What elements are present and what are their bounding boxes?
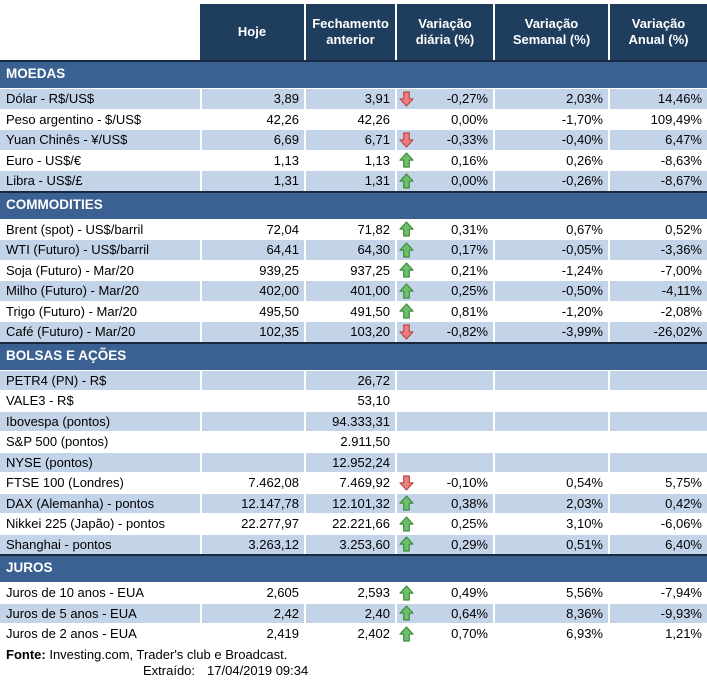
cell-fechamento-anterior: 1,13 (304, 151, 395, 171)
table-row (0, 88, 707, 109)
cell-fechamento-anterior: 2,593 (304, 583, 395, 603)
cell-hoje: 3,89 (200, 89, 304, 109)
cell-hoje: 72,04 (200, 220, 304, 240)
cell-variacao-anual: -7,00% (608, 261, 707, 281)
up-arrow-icon (399, 303, 414, 319)
cell-label: Juros de 10 anos - EUA (6, 585, 145, 601)
section-header (0, 554, 707, 582)
up-arrow-icon (399, 605, 414, 621)
table-row (0, 170, 707, 191)
cell-label: DAX (Alemanha) - pontos (6, 495, 155, 511)
cell-variacao-semanal (493, 453, 608, 473)
cell-variacao-semanal: -0,40% (493, 130, 608, 150)
cell-label: VALE3 - R$ (6, 393, 74, 409)
cell-variacao-diaria (395, 261, 493, 281)
column-header-variacao-diaria: Variação diária (%) (395, 4, 493, 60)
cell-fechamento-anterior: 6,71 (304, 130, 395, 150)
cell-variacao-anual: 14,46% (608, 89, 707, 109)
cell-fechamento-anterior: 3,91 (304, 89, 395, 109)
table-row (0, 219, 707, 240)
cell-fechamento-anterior: 94.333,31 (304, 412, 395, 432)
down-arrow-icon (399, 91, 414, 107)
cell-variacao-diaria-value: -0,82% (446, 324, 488, 340)
cell-label: Juros de 2 anos - EUA (6, 626, 137, 642)
column-header-row (0, 4, 707, 60)
cell-variacao-anual: 109,49% (608, 110, 707, 130)
up-arrow-icon (399, 516, 414, 532)
cell-fechamento-anterior: 12.101,32 (304, 494, 395, 514)
cell-fechamento-anterior: 7.469,92 (304, 473, 395, 493)
cell-label: Yuan Chinês - ¥/US$ (6, 132, 128, 148)
cell-fechamento-anterior: 1,31 (304, 171, 395, 191)
table-row (0, 431, 707, 452)
cell-label: S&P 500 (pontos) (6, 434, 109, 450)
cell-hoje: 102,35 (200, 322, 304, 342)
cell-variacao-semanal (493, 371, 608, 391)
cell-variacao-diaria (395, 130, 493, 150)
cell-hoje: 7.462,08 (200, 473, 304, 493)
cell-hoje (200, 391, 304, 411)
cell-label: Ibovespa (pontos) (6, 413, 111, 429)
table-row (0, 513, 707, 534)
cell-hoje: 939,25 (200, 261, 304, 281)
cell-variacao-diaria-value: -0,10% (446, 475, 488, 491)
table-row (0, 129, 707, 150)
table-row (0, 603, 707, 624)
table-row (0, 239, 707, 260)
cell-hoje: 1,13 (200, 151, 304, 171)
source-note (0, 644, 707, 663)
cell-variacao-anual: 0,52% (608, 220, 707, 240)
cell-variacao-semanal: -3,99% (493, 322, 608, 342)
cell-variacao-diaria-value: 0,21% (451, 262, 488, 278)
cell-fechamento-anterior: 401,00 (304, 281, 395, 301)
cell-label: Brent (spot) - US$/barril (6, 221, 144, 237)
cell-variacao-anual (608, 453, 707, 473)
cell-variacao-semanal: -1,24% (493, 261, 608, 281)
up-arrow-icon (399, 221, 414, 237)
cell-label: Milho (Futuro) - Mar/20 (6, 283, 139, 299)
cell-label: Trigo (Futuro) - Mar/20 (6, 303, 137, 319)
cell-variacao-diaria (395, 89, 493, 109)
cell-variacao-anual: -8,63% (608, 151, 707, 171)
cell-variacao-diaria-value: -0,27% (446, 91, 488, 107)
down-arrow-icon (399, 324, 414, 340)
cell-fechamento-anterior: 2,40 (304, 604, 395, 624)
cell-variacao-diaria (395, 514, 493, 534)
cell-hoje (200, 453, 304, 473)
cell-label: Euro - US$/€ (6, 152, 82, 168)
cell-variacao-anual (608, 432, 707, 452)
cell-hoje: 1,31 (200, 171, 304, 191)
table-row (0, 493, 707, 514)
cell-variacao-semanal: -0,05% (493, 240, 608, 260)
cell-label: FTSE 100 (Londres) (6, 475, 124, 491)
cell-hoje (200, 371, 304, 391)
cell-variacao-diaria-value: 0,25% (451, 283, 488, 299)
cell-variacao-diaria-value: 0,64% (451, 605, 488, 621)
cell-variacao-diaria (395, 473, 493, 493)
table-body (0, 60, 707, 644)
cell-fechamento-anterior: 64,30 (304, 240, 395, 260)
cell-variacao-semanal (493, 391, 608, 411)
cell-variacao-diaria (395, 371, 493, 391)
cell-hoje: 402,00 (200, 281, 304, 301)
section-header (0, 191, 707, 219)
cell-label: Nikkei 225 (Japão) - pontos (6, 516, 165, 532)
cell-variacao-semanal: 0,54% (493, 473, 608, 493)
up-arrow-icon (399, 536, 414, 552)
cell-variacao-diaria (395, 624, 493, 644)
up-arrow-icon (399, 495, 414, 511)
cell-variacao-diaria (395, 281, 493, 301)
cell-variacao-semanal: -1,20% (493, 302, 608, 322)
cell-variacao-diaria-value: 0,00% (451, 111, 488, 127)
cell-label: Dólar - R$/US$ (6, 91, 95, 107)
cell-variacao-diaria-value: -0,33% (446, 132, 488, 148)
column-header-variacao-anual: Variação Anual (%) (608, 4, 707, 60)
table-row (0, 321, 707, 342)
cell-variacao-diaria (395, 391, 493, 411)
cell-hoje: 12.147,78 (200, 494, 304, 514)
cell-variacao-anual: -8,67% (608, 171, 707, 191)
cell-variacao-anual: -3,36% (608, 240, 707, 260)
up-arrow-icon (399, 262, 414, 278)
cell-label: Peso argentino - $/US$ (6, 111, 142, 127)
cell-fechamento-anterior: 42,26 (304, 110, 395, 130)
cell-variacao-diaria-value: 0,70% (451, 626, 488, 642)
cell-variacao-diaria (395, 494, 493, 514)
cell-variacao-diaria (395, 240, 493, 260)
cell-variacao-semanal: 6,93% (493, 624, 608, 644)
cell-label: PETR4 (PN) - R$ (6, 372, 107, 388)
cell-variacao-semanal: 8,36% (493, 604, 608, 624)
cell-label: Café (Futuro) - Mar/20 (6, 324, 136, 340)
cell-variacao-anual: -26,02% (608, 322, 707, 342)
cell-variacao-diaria-value: 0,17% (451, 242, 488, 258)
down-arrow-icon (399, 132, 414, 148)
column-header-fechamento: Fechamento anterior (304, 4, 395, 60)
table-row (0, 260, 707, 281)
up-arrow-icon (399, 626, 414, 642)
cell-variacao-diaria (395, 110, 493, 130)
cell-hoje: 495,50 (200, 302, 304, 322)
extraction-value: 17/04/2019 09:34 (207, 662, 309, 678)
cell-variacao-anual: -6,06% (608, 514, 707, 534)
table-row (0, 411, 707, 432)
cell-hoje (200, 432, 304, 452)
header-corner-spacer (0, 4, 200, 60)
cell-variacao-diaria-value: 0,16% (451, 152, 488, 168)
table-row (0, 623, 707, 644)
table-row (0, 150, 707, 171)
table-row (0, 534, 707, 555)
up-arrow-icon (399, 585, 414, 601)
up-arrow-icon (399, 242, 414, 258)
cell-variacao-diaria (395, 583, 493, 603)
cell-label: Libra - US$/£ (6, 173, 83, 189)
cell-label: NYSE (pontos) (6, 454, 93, 470)
column-header-hoje: Hoje (200, 4, 304, 60)
cell-variacao-semanal: 0,51% (493, 535, 608, 555)
cell-variacao-diaria (395, 453, 493, 473)
down-arrow-icon (399, 475, 414, 491)
cell-fechamento-anterior: 491,50 (304, 302, 395, 322)
table-row (0, 390, 707, 411)
cell-variacao-diaria (395, 604, 493, 624)
table-row (0, 582, 707, 603)
cell-variacao-anual: -9,93% (608, 604, 707, 624)
cell-variacao-diaria (395, 220, 493, 240)
cell-fechamento-anterior: 2,402 (304, 624, 395, 644)
cell-hoje: 42,26 (200, 110, 304, 130)
up-arrow-icon (399, 173, 414, 189)
cell-variacao-anual: 1,21% (608, 624, 707, 644)
cell-variacao-diaria (395, 151, 493, 171)
cell-fechamento-anterior: 53,10 (304, 391, 395, 411)
cell-fechamento-anterior: 2.911,50 (304, 432, 395, 452)
section-title: JUROS (6, 560, 53, 575)
section-title: COMMODITIES (6, 196, 103, 212)
cell-hoje: 64,41 (200, 240, 304, 260)
cell-variacao-diaria (395, 322, 493, 342)
cell-variacao-anual: -4,11% (608, 281, 707, 301)
cell-variacao-semanal: -0,50% (493, 281, 608, 301)
cell-variacao-semanal: 2,03% (493, 89, 608, 109)
cell-variacao-diaria (395, 535, 493, 555)
cell-variacao-anual (608, 412, 707, 432)
up-arrow-icon (399, 283, 414, 299)
cell-variacao-anual: -2,08% (608, 302, 707, 322)
cell-hoje: 6,69 (200, 130, 304, 150)
cell-variacao-semanal: 3,10% (493, 514, 608, 534)
cell-label: Juros de 5 anos - EUA (6, 605, 137, 621)
cell-variacao-anual (608, 391, 707, 411)
cell-variacao-diaria (395, 171, 493, 191)
section-title: MOEDAS (6, 66, 66, 81)
cell-hoje: 2,419 (200, 624, 304, 644)
cell-variacao-semanal: 0,26% (493, 151, 608, 171)
source-text: Investing.com, Trader's club e Broadcast. (45, 646, 288, 662)
table-row (0, 452, 707, 473)
cell-variacao-diaria-value: 0,25% (451, 516, 488, 532)
cell-variacao-semanal (493, 412, 608, 432)
section-header (0, 60, 707, 88)
cell-variacao-anual: 5,75% (608, 473, 707, 493)
table-row (0, 280, 707, 301)
cell-variacao-diaria-value: 0,38% (451, 495, 488, 511)
cell-variacao-semanal: 5,56% (493, 583, 608, 603)
cell-fechamento-anterior: 3.253,60 (304, 535, 395, 555)
cell-variacao-diaria-value: 0,29% (451, 536, 488, 552)
table-row (0, 370, 707, 391)
cell-fechamento-anterior: 71,82 (304, 220, 395, 240)
cell-variacao-semanal (493, 432, 608, 452)
cell-label: WTI (Futuro) - US$/barril (6, 242, 150, 258)
cell-variacao-anual: 6,47% (608, 130, 707, 150)
cell-label: Soja (Futuro) - Mar/20 (6, 262, 134, 278)
cell-hoje (200, 412, 304, 432)
cell-hoje: 22.277,97 (200, 514, 304, 534)
cell-variacao-diaria-value: 0,00% (451, 173, 488, 189)
cell-hoje: 2,605 (200, 583, 304, 603)
column-header-variacao-semanal: Variação Semanal (%) (493, 4, 608, 60)
cell-variacao-semanal: -1,70% (493, 110, 608, 130)
cell-variacao-diaria-value: 0,81% (451, 303, 488, 319)
table-row (0, 301, 707, 322)
cell-hoje: 3.263,12 (200, 535, 304, 555)
cell-fechamento-anterior: 103,20 (304, 322, 395, 342)
cell-variacao-diaria-value: 0,49% (451, 585, 488, 601)
cell-variacao-anual: -7,94% (608, 583, 707, 603)
cell-variacao-semanal: 2,03% (493, 494, 608, 514)
cell-fechamento-anterior: 22.221,66 (304, 514, 395, 534)
cell-variacao-anual: 6,40% (608, 535, 707, 555)
section-title: BOLSAS E AÇÕES (6, 347, 127, 363)
cell-hoje: 2,42 (200, 604, 304, 624)
cell-variacao-diaria (395, 302, 493, 322)
cell-variacao-diaria (395, 412, 493, 432)
table-row (0, 472, 707, 493)
cell-variacao-anual (608, 371, 707, 391)
cell-variacao-anual: 0,42% (608, 494, 707, 514)
table-row (0, 109, 707, 130)
cell-variacao-semanal: -0,26% (493, 171, 608, 191)
section-header (0, 342, 707, 370)
cell-fechamento-anterior: 937,25 (304, 261, 395, 281)
cell-variacao-diaria (395, 432, 493, 452)
up-arrow-icon (399, 152, 414, 168)
extraction-timestamp (0, 663, 707, 682)
cell-variacao-semanal: 0,67% (493, 220, 608, 240)
cell-label: Shanghai - pontos (6, 536, 112, 552)
cell-fechamento-anterior: 26,72 (304, 371, 395, 391)
cell-fechamento-anterior: 12.952,24 (304, 453, 395, 473)
cell-variacao-diaria-value: 0,31% (451, 221, 488, 237)
extraction-label: Extraído: (143, 662, 196, 678)
source-label: Fonte: (6, 646, 46, 662)
